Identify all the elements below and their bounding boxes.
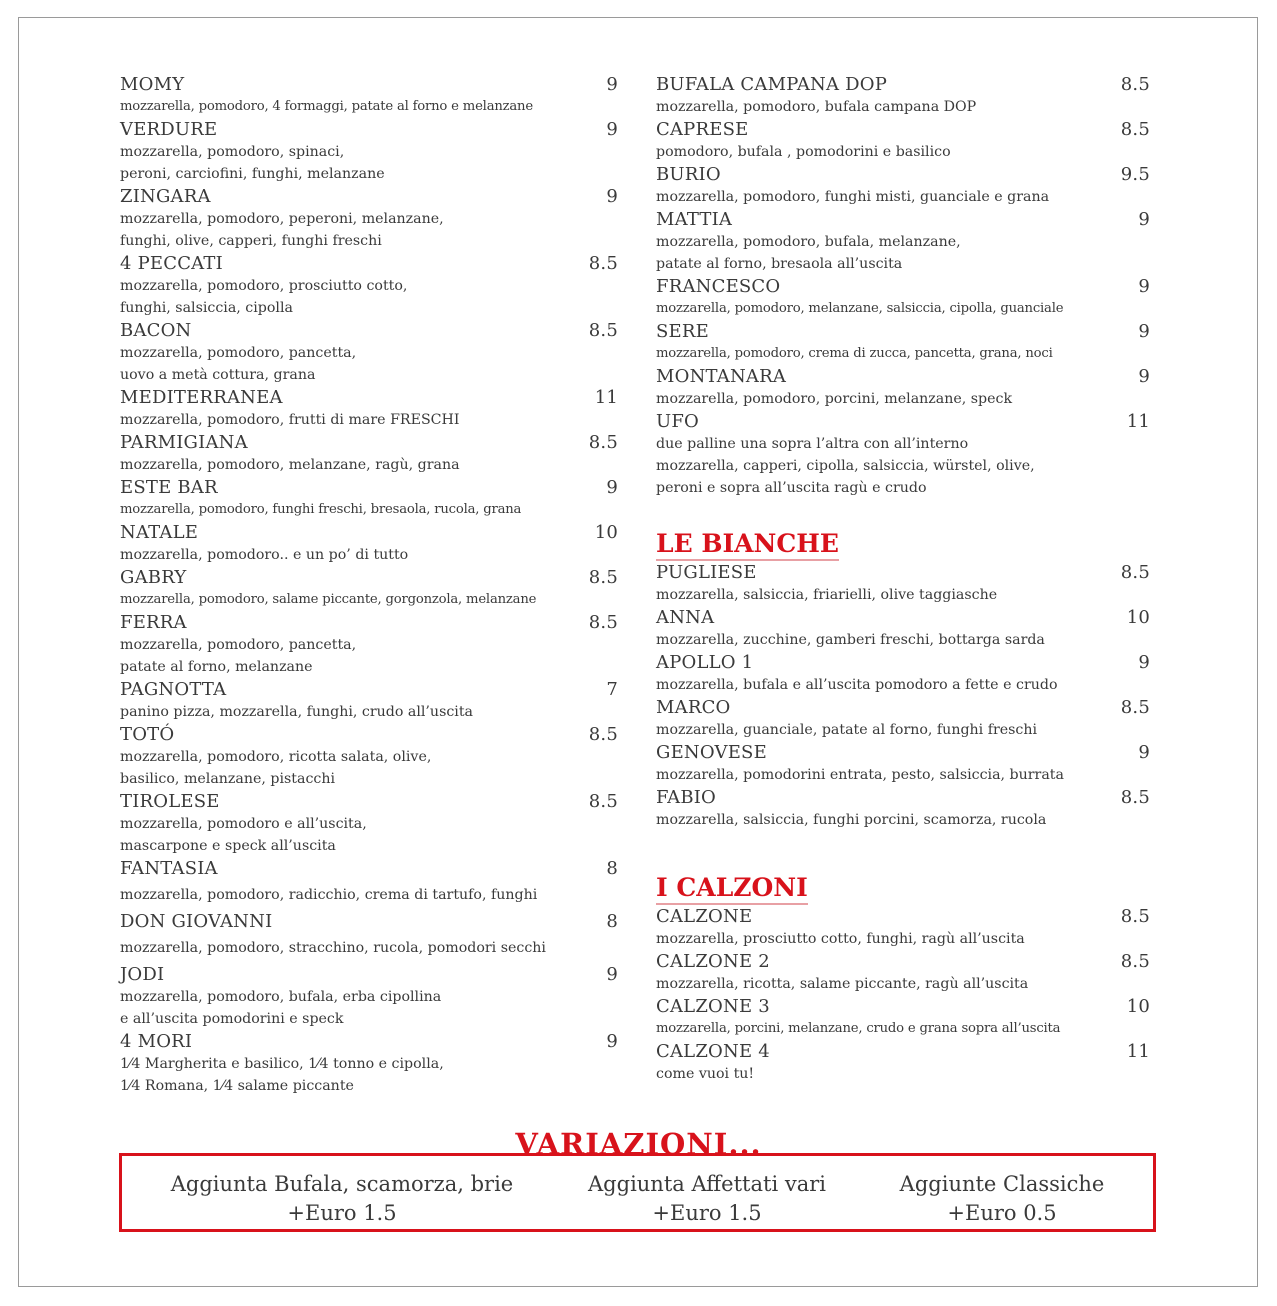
item-description: 1⁄4 Margherita e basilico, 1⁄4 tonno e cipolla, 1⁄4 Romana, 1⁄4 salame piccante — [120, 1056, 444, 1094]
menu-item-header — [120, 790, 618, 813]
menu-item-header — [656, 786, 1150, 809]
variazione-price: +Euro 1.5 — [652, 1201, 762, 1225]
menu-item — [120, 723, 618, 790]
calzoni-list — [656, 905, 1150, 1085]
menu-item — [656, 995, 1150, 1040]
item-price: 8.5 — [1120, 906, 1150, 927]
menu-item — [656, 696, 1150, 741]
menu-item-header — [120, 678, 618, 701]
item-description: mozzarella, pomodoro, 4 formaggi, patate al forno e melanzane — [120, 99, 533, 114]
menu-item-header — [656, 1040, 1150, 1063]
variazione-label: Aggiunta Affettati vari — [588, 1172, 826, 1196]
menu-item — [120, 521, 618, 566]
item-price: 8.5 — [588, 567, 618, 588]
item-name: ANNA — [656, 607, 715, 628]
menu-item — [120, 386, 618, 431]
item-name: PUGLIESE — [656, 562, 757, 583]
item-name: BUFALA CAMPANA DOP — [656, 74, 888, 95]
menu-item-header — [656, 741, 1150, 764]
item-description: mozzarella, pomodoro, salame piccante, gorgonzola, melanzane — [120, 592, 537, 607]
menu-item — [120, 476, 618, 521]
item-name: 4 PECCATI — [120, 253, 223, 274]
item-name: BACON — [120, 320, 192, 341]
menu-item-header — [656, 163, 1150, 186]
menu-item-header — [656, 905, 1150, 928]
item-description: mozzarella, pomodoro.. e un po’ di tutto — [120, 547, 409, 563]
item-description: mozzarella, salsiccia, funghi porcini, scamorza, rucola — [656, 812, 1047, 828]
item-name: GENOVESE — [656, 742, 767, 763]
item-price: 9 — [606, 477, 618, 498]
item-description: mozzarella, pomodorini entrata, pesto, salsiccia, burrata — [656, 767, 1064, 783]
menu-item-header — [656, 208, 1150, 231]
item-name: TIROLESE — [120, 791, 220, 812]
variazione-item — [562, 1170, 852, 1228]
item-price: 8.5 — [1120, 74, 1150, 95]
item-description: mozzarella, pomodoro, stracchino, rucola, pomodori secchi — [120, 940, 546, 956]
menu-item — [120, 857, 618, 906]
item-name: PAGNOTTA — [120, 679, 227, 700]
section-title-bianche: LE BIANCHE — [656, 529, 839, 561]
menu-item — [656, 950, 1150, 995]
item-name: BURIO — [656, 164, 721, 185]
menu-item-header — [656, 696, 1150, 719]
item-name: FRANCESCO — [656, 276, 781, 297]
menu-item-header — [656, 606, 1150, 629]
item-name: APOLLO 1 — [656, 652, 754, 673]
variazione-label: Aggiunta Bufala, scamorza, brie — [170, 1172, 514, 1196]
menu-item-header — [656, 275, 1150, 298]
item-description: mozzarella, pomodoro, pancetta, uovo a metà cottura, grana — [120, 345, 357, 383]
item-price: 11 — [594, 387, 618, 408]
item-name: MEDITERRANEA — [120, 387, 283, 408]
item-price: 10 — [594, 522, 618, 543]
item-description: mozzarella, porcini, melanzane, crudo e grana sopra all’uscita — [656, 1021, 1061, 1036]
menu-item-header — [656, 410, 1150, 433]
item-description: panino pizza, mozzarella, funghi, crudo all’uscita — [120, 704, 473, 720]
item-price: 8.5 — [1120, 562, 1150, 583]
menu-item — [656, 786, 1150, 831]
menu-item — [120, 790, 618, 857]
item-name: VERDURE — [120, 119, 218, 140]
menu-item-header — [120, 386, 618, 409]
menu-item — [656, 410, 1150, 499]
item-description: mozzarella, ricotta, salame piccante, ragù all’uscita — [656, 976, 1029, 992]
menu-item — [120, 185, 618, 252]
item-name: JODI — [120, 964, 165, 985]
item-description: mozzarella, zucchine, gamberi freschi, bottarga sarda — [656, 632, 1045, 648]
item-description: mozzarella, pomodoro, bufala, melanzane, patate al forno, bresaola all’uscita — [656, 234, 961, 272]
item-name: PARMIGIANA — [120, 432, 248, 453]
item-price: 8.5 — [588, 791, 618, 812]
item-name: MOMY — [120, 74, 185, 95]
menu-item-header — [656, 320, 1150, 343]
menu-item — [120, 963, 618, 1030]
item-description: mozzarella, pomodoro, bufala campana DOP — [656, 99, 977, 115]
item-name: 4 MORI — [120, 1031, 193, 1052]
menu-item-header — [656, 950, 1150, 973]
item-price: 9 — [1138, 276, 1150, 297]
menu-column-right — [656, 73, 1150, 1085]
item-price: 9 — [606, 186, 618, 207]
item-name: CALZONE 4 — [656, 1041, 770, 1062]
menu-item — [120, 910, 618, 959]
menu-item — [656, 606, 1150, 651]
menu-item-header — [656, 73, 1150, 96]
menu-item-header — [120, 963, 618, 986]
variazioni-box — [119, 1153, 1156, 1232]
item-price: 9 — [606, 1031, 618, 1052]
item-description: mozzarella, pomodoro, bufala, erba cipollina e all’uscita pomodorini e speck — [120, 989, 442, 1027]
variazione-price: +Euro 0.5 — [947, 1201, 1057, 1225]
menu-item — [120, 252, 618, 319]
menu-item — [120, 611, 618, 678]
item-name: ZINGARA — [120, 186, 211, 207]
menu-item-header — [120, 723, 618, 746]
item-name: GABRY — [120, 567, 187, 588]
menu-column-left — [120, 73, 618, 1097]
item-price: 8.5 — [588, 724, 618, 745]
item-price: 8.5 — [588, 612, 618, 633]
menu-item-header — [120, 73, 618, 96]
item-price: 9 — [1138, 742, 1150, 763]
item-description: mozzarella, prosciutto cotto, funghi, ragù all’uscita — [656, 931, 1025, 947]
menu-item — [656, 118, 1150, 163]
variazione-item — [882, 1170, 1122, 1228]
menu-item — [656, 741, 1150, 786]
item-description: mozzarella, pomodoro e all’uscita, mascarpone e speck all’uscita — [120, 816, 367, 854]
menu-item — [656, 320, 1150, 365]
item-price: 9 — [1138, 321, 1150, 342]
menu-item-header — [120, 566, 618, 589]
variazione-price: +Euro 1.5 — [287, 1201, 397, 1225]
item-name: DON GIOVANNI — [120, 911, 273, 932]
item-name: MARCO — [656, 697, 731, 718]
variazioni-title: VARIAZIONI... — [0, 1127, 1277, 1161]
item-price: 11 — [1126, 1041, 1150, 1062]
item-description: mozzarella, pomodoro, ricotta salata, olive, basilico, melanzane, pistacchi — [120, 749, 432, 787]
menu-item — [656, 163, 1150, 208]
menu-item-header — [120, 319, 618, 342]
item-name: FANTASIA — [120, 858, 218, 879]
menu-item-header — [656, 118, 1150, 141]
item-description: mozzarella, pomodoro, funghi freschi, bresaola, rucola, grana — [120, 502, 522, 517]
item-name: NATALE — [120, 522, 199, 543]
item-price: 8.5 — [588, 253, 618, 274]
menu-item-header — [120, 910, 618, 933]
menu-item-header — [120, 476, 618, 499]
item-price: 9 — [606, 964, 618, 985]
menu-item-header — [656, 365, 1150, 388]
item-price: 8.5 — [1120, 787, 1150, 808]
menu-item-header — [120, 185, 618, 208]
item-name: FABIO — [656, 787, 717, 808]
item-name: CAPRESE — [656, 119, 749, 140]
item-name: ESTE BAR — [120, 477, 218, 498]
item-description: mozzarella, pomodoro, melanzane, ragù, grana — [120, 457, 460, 473]
item-price: 7 — [606, 679, 618, 700]
item-price: 8.5 — [588, 320, 618, 341]
item-price: 8.5 — [1120, 119, 1150, 140]
menu-item — [120, 431, 618, 476]
item-price: 10 — [1126, 607, 1150, 628]
menu-item — [656, 905, 1150, 950]
item-price: 8.5 — [1120, 697, 1150, 718]
bianche-list — [656, 561, 1150, 831]
menu-item-header — [120, 857, 618, 880]
item-description: pomodoro, bufala , pomodorini e basilico — [656, 144, 951, 160]
menu-item — [120, 319, 618, 386]
menu-item — [120, 678, 618, 723]
menu-item-header — [120, 252, 618, 275]
menu-item — [120, 118, 618, 185]
item-price: 9 — [1138, 209, 1150, 230]
item-name: FERRA — [120, 612, 187, 633]
item-description: mozzarella, pomodoro, melanzane, salsiccia, cipolla, guanciale — [656, 301, 1064, 316]
item-price: 10 — [1126, 996, 1150, 1017]
item-name: TOTÓ — [120, 724, 175, 745]
menu-item-header — [120, 118, 618, 141]
item-price: 9 — [1138, 652, 1150, 673]
item-description: mozzarella, pomodoro, frutti di mare FRESCHI — [120, 412, 460, 428]
item-price: 8.5 — [588, 432, 618, 453]
menu-item — [656, 208, 1150, 275]
item-name: CALZONE 2 — [656, 951, 770, 972]
item-description: mozzarella, guanciale, patate al forno, funghi freschi — [656, 722, 1038, 738]
menu-item-header — [656, 651, 1150, 674]
menu-item — [656, 1040, 1150, 1085]
menu-item-header — [656, 995, 1150, 1018]
item-name: SERE — [656, 321, 709, 342]
item-description: mozzarella, pomodoro, crema di zucca, pancetta, grana, noci — [656, 346, 1053, 361]
item-description: mozzarella, pomodoro, radicchio, crema di tartufo, funghi — [120, 887, 538, 903]
item-price: 9 — [606, 74, 618, 95]
item-name: MATTIA — [656, 209, 733, 230]
item-price: 9 — [606, 119, 618, 140]
menu-item — [120, 566, 618, 611]
menu-item — [656, 561, 1150, 606]
item-name: CALZONE 3 — [656, 996, 770, 1017]
item-description: mozzarella, pomodoro, peperoni, melanzane, funghi, olive, capperi, funghi freschi — [120, 211, 444, 249]
menu-item-header — [120, 1030, 618, 1053]
item-price: 9.5 — [1120, 164, 1150, 185]
menu-item-header — [120, 521, 618, 544]
menu-item — [656, 73, 1150, 118]
item-description: mozzarella, pomodoro, spinaci, peroni, carciofini, funghi, melanzane — [120, 144, 385, 182]
menu-item — [656, 651, 1150, 696]
menu-item — [656, 365, 1150, 410]
item-description: mozzarella, salsiccia, friarielli, olive taggiasche — [656, 587, 998, 603]
item-description: come vuoi tu! — [656, 1066, 755, 1082]
menu-item-header — [656, 561, 1150, 584]
menu-item — [120, 73, 618, 118]
item-name: UFO — [656, 411, 700, 432]
variazione-label: Aggiunte Classiche — [899, 1172, 1105, 1196]
item-price: 9 — [1138, 366, 1150, 387]
section-title-calzoni: I CALZONI — [656, 873, 808, 905]
pizza-list-right — [656, 73, 1150, 499]
menu-item — [656, 275, 1150, 320]
item-description: mozzarella, pomodoro, porcini, melanzane, speck — [656, 391, 1013, 407]
item-description: mozzarella, bufala e all’uscita pomodoro a fette e crudo — [656, 677, 1058, 693]
menu-item-header — [120, 431, 618, 454]
item-price: 8.5 — [1120, 951, 1150, 972]
item-price: 8 — [606, 858, 618, 879]
item-price: 11 — [1126, 411, 1150, 432]
item-description: mozzarella, pomodoro, pancetta, patate al forno, melanzane — [120, 637, 357, 675]
item-name: CALZONE — [656, 906, 753, 927]
item-name: MONTANARA — [656, 366, 787, 387]
item-description: due palline una sopra l’altra con all’interno mozzarella, capperi, cipolla, salsiccia, würstel, olive, peroni e sopra all’uscita ragù e crudo — [656, 436, 1035, 496]
item-price: 8 — [606, 911, 618, 932]
item-description: mozzarella, pomodoro, funghi misti, guanciale e grana — [656, 189, 1050, 205]
variazione-item — [152, 1170, 532, 1228]
menu-item — [120, 1030, 618, 1097]
item-description: mozzarella, pomodoro, prosciutto cotto, funghi, salsiccia, cipolla — [120, 278, 408, 316]
menu-item-header — [120, 611, 618, 634]
